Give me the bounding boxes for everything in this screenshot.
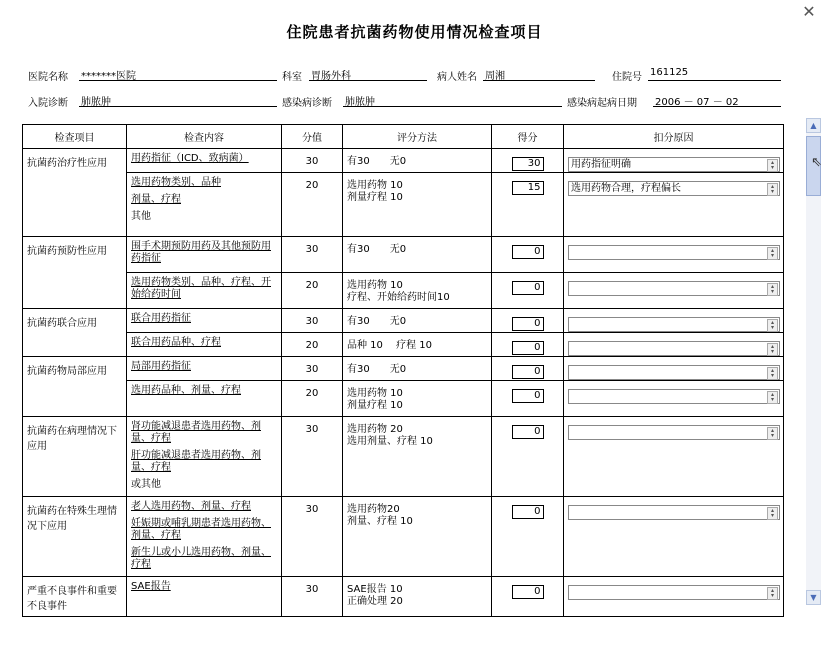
check-content-link[interactable]: 肝功能减退患者选用药物、剂量、疗程 xyxy=(131,450,261,473)
scoring-method-text: 有30 无0 xyxy=(347,364,407,375)
points-cell: 30 xyxy=(282,237,343,273)
check-content-cell xyxy=(127,417,282,497)
scoring-method-cell xyxy=(343,309,492,333)
infect-diag-label: 感染病诊断 xyxy=(282,98,332,109)
deduction-reason-input[interactable] xyxy=(568,245,780,260)
scoring-method-cell xyxy=(343,273,492,309)
table-row xyxy=(23,497,784,577)
table-row xyxy=(23,309,784,333)
score-cell xyxy=(492,333,564,357)
deduction-reason-cell xyxy=(564,333,784,357)
points-cell: 30 xyxy=(282,149,343,173)
scoring-method-cell xyxy=(343,381,492,417)
check-table xyxy=(22,124,784,617)
check-content-link[interactable]: 妊娠期或哺乳期患者选用药物、剂量、疗程 xyxy=(131,518,271,541)
deduction-reason-cell xyxy=(564,173,784,237)
deduction-reason-cell xyxy=(564,577,784,617)
check-content-cell xyxy=(127,333,282,357)
spinner-arrows-icon[interactable]: ▴ ▾ xyxy=(767,391,778,404)
mouse-cursor-icon: ⇖ xyxy=(811,155,822,170)
table-row xyxy=(23,357,784,381)
check-item-cell: 抗菌药在特殊生理情况下应用 xyxy=(23,497,127,577)
check-item-cell: 抗菌药物局部应用 xyxy=(23,357,127,417)
points-cell: 30 xyxy=(282,417,343,497)
check-content-cell xyxy=(127,381,282,417)
check-content-cell xyxy=(127,497,282,577)
points-cell: 20 xyxy=(282,333,343,357)
table-row xyxy=(23,173,784,237)
deduction-reason-input[interactable] xyxy=(568,365,780,380)
check-content-link[interactable]: 联合用药指征 xyxy=(131,313,191,324)
check-item-cell: 严重不良事件和重要不良事件 xyxy=(23,577,127,617)
score-input[interactable]: 15 xyxy=(512,181,544,195)
score-cell xyxy=(492,381,564,417)
spinner-arrows-icon[interactable]: ▴ ▾ xyxy=(767,319,778,332)
check-content-link[interactable]: 围手术期预防用药及其他预防用药指征 xyxy=(131,241,271,264)
check-content-link[interactable]: 老人选用药物、剂量、疗程 xyxy=(131,501,251,512)
score-input[interactable]: 0 xyxy=(512,317,544,331)
header-cell: 得分 xyxy=(492,125,564,149)
deduction-reason-text: 选用药物合理，疗程偏长 xyxy=(571,183,681,194)
deduction-reason-input[interactable] xyxy=(568,585,780,600)
points-cell: 20 xyxy=(282,381,343,417)
deduction-reason-text xyxy=(569,391,571,402)
table-row xyxy=(23,237,784,273)
deduction-reason-cell xyxy=(564,309,784,333)
deduction-reason-text xyxy=(569,283,571,294)
scoring-method-cell xyxy=(343,417,492,497)
deduction-reason-text xyxy=(569,367,571,378)
deduction-reason-text xyxy=(569,319,571,330)
score-input[interactable]: 0 xyxy=(512,281,544,295)
score-cell xyxy=(492,577,564,617)
scoring-method-text: 有30 无0 xyxy=(347,156,407,167)
onset-date-label: 感染病起病日期 xyxy=(567,98,637,109)
spinner-arrows-icon[interactable]: ▴ ▾ xyxy=(767,159,778,172)
check-item-cell: 抗菌药治疗性应用 xyxy=(23,149,127,237)
inpatient-no-label: 住院号 xyxy=(612,72,642,83)
scoring-method-text: 品种 10 疗程 10 xyxy=(347,340,432,351)
deduction-reason-text: 用药指征明确 xyxy=(571,159,631,170)
check-item-cell: 抗菌药在病理情况下应用 xyxy=(23,417,127,497)
spinner-arrows-icon[interactable]: ▴ ▾ xyxy=(767,367,778,380)
check-content-cell xyxy=(127,273,282,309)
scoring-method-cell xyxy=(343,173,492,237)
header-cell: 检查项目 xyxy=(23,125,127,149)
admit-diag-field[interactable]: 肺脓肿 xyxy=(79,93,277,107)
infect-diag-field[interactable]: 肺脓肿 xyxy=(343,93,562,107)
points-cell: 30 xyxy=(282,577,343,617)
dept-label: 科室 xyxy=(282,72,302,83)
deduction-reason-input[interactable] xyxy=(568,505,780,520)
hospital-label: 医院名称 xyxy=(28,72,68,83)
deduction-reason-text xyxy=(569,587,571,598)
scroll-up-icon[interactable]: ▲ xyxy=(806,118,821,133)
patient-field[interactable]: 周湘 xyxy=(483,67,595,81)
check-content-cell xyxy=(127,149,282,173)
scoring-method-text: 选用药物 20 选用剂量、疗程 10 xyxy=(347,424,433,447)
header-cell: 分值 xyxy=(282,125,343,149)
deduction-reason-text xyxy=(569,507,571,518)
score-cell xyxy=(492,309,564,333)
deduction-reason-cell xyxy=(564,357,784,381)
score-input[interactable]: 0 xyxy=(512,505,544,519)
score-cell xyxy=(492,497,564,577)
scoring-method-text: 有30 无0 xyxy=(347,244,407,255)
check-content-cell xyxy=(127,357,282,381)
deduction-reason-input[interactable] xyxy=(568,157,780,172)
check-content-link[interactable]: 剂量、疗程 xyxy=(131,194,181,205)
check-content-link[interactable]: 联合用药品种、疗程 xyxy=(131,337,221,348)
scoring-method-text: SAE报告 10 正确处理 20 xyxy=(347,584,403,607)
scoring-method-text: 选用药物 10 剂量疗程 10 xyxy=(347,388,403,411)
scoring-method-text: 有30 无0 xyxy=(347,316,407,327)
scroll-down-icon[interactable]: ▼ xyxy=(806,590,821,605)
scoring-method-cell xyxy=(343,497,492,577)
score-cell xyxy=(492,357,564,381)
spinner-arrows-icon[interactable]: ▴ ▾ xyxy=(767,507,778,520)
deduction-reason-input[interactable] xyxy=(568,317,780,332)
score-input[interactable]: 0 xyxy=(512,425,544,439)
page-title: 住院患者抗菌药物使用情况检查项目 xyxy=(286,23,543,41)
deduction-reason-cell xyxy=(564,497,784,577)
check-content-cell xyxy=(127,309,282,333)
check-item-cell: 抗菌药预防性应用 xyxy=(23,237,127,309)
table-row xyxy=(23,273,784,309)
deduction-reason-text xyxy=(569,427,571,438)
deduction-reason-text xyxy=(569,343,571,354)
score-input[interactable]: 0 xyxy=(512,585,544,599)
hospital-field[interactable]: *******医院 xyxy=(79,67,277,81)
table-row xyxy=(23,417,784,497)
table-header-row xyxy=(23,125,784,149)
table-row xyxy=(23,149,784,173)
dept-field[interactable]: 胃肠外科 xyxy=(309,67,427,81)
score-cell xyxy=(492,149,564,173)
points-cell: 20 xyxy=(282,173,343,237)
inpatient-no-field[interactable]: 161125 xyxy=(648,67,781,81)
close-icon[interactable]: ✕ xyxy=(802,2,816,21)
deduction-reason-input[interactable] xyxy=(568,341,780,356)
deduction-reason-cell xyxy=(564,417,784,497)
check-item-cell: 抗菌药联合应用 xyxy=(23,309,127,357)
header-cell: 评分方法 xyxy=(343,125,492,149)
points-cell: 30 xyxy=(282,497,343,577)
scoring-method-text: 选用药物20 剂量、疗程 10 xyxy=(347,504,413,527)
header-cell: 扣分原因 xyxy=(564,125,784,149)
deduction-reason-input[interactable] xyxy=(568,281,780,296)
check-content-cell xyxy=(127,577,282,617)
table-row xyxy=(23,333,784,357)
scoring-method-cell xyxy=(343,577,492,617)
deduction-reason-cell xyxy=(564,273,784,309)
check-table-viewport xyxy=(22,124,805,624)
check-content-cell xyxy=(127,237,282,273)
score-cell xyxy=(492,417,564,497)
deduction-reason-input[interactable] xyxy=(568,389,780,404)
admit-diag-label: 入院诊断 xyxy=(28,98,68,109)
check-content-link[interactable]: SAE报告 xyxy=(131,581,171,592)
patient-label: 病人姓名 xyxy=(437,72,477,83)
points-cell: 20 xyxy=(282,273,343,309)
check-content-link[interactable]: 选用药品种、剂量、疗程 xyxy=(131,385,241,396)
check-content-cell xyxy=(127,173,282,237)
table-row xyxy=(23,577,784,617)
scoring-method-cell xyxy=(343,357,492,381)
score-cell xyxy=(492,273,564,309)
scoring-method-cell xyxy=(343,149,492,173)
spinner-arrows-icon[interactable]: ▴ ▾ xyxy=(767,283,778,296)
scoring-method-cell xyxy=(343,333,492,357)
deduction-reason-input[interactable] xyxy=(568,181,780,196)
vertical-scrollbar[interactable] xyxy=(806,118,821,605)
score-cell xyxy=(492,173,564,237)
spinner-arrows-icon[interactable]: ▴ ▾ xyxy=(767,183,778,196)
score-cell xyxy=(492,237,564,273)
check-content-text: 或其他 xyxy=(131,479,161,490)
deduction-reason-cell xyxy=(564,381,784,417)
score-input[interactable]: 0 xyxy=(512,389,544,403)
check-content-link[interactable]: 新生儿或小儿选用药物、剂量、疗程 xyxy=(131,547,271,570)
check-content-link[interactable]: 选用药物类别、品种、疗程、开始给药时间 xyxy=(131,277,271,300)
score-input[interactable]: 0 xyxy=(512,341,544,355)
scoring-method-text: 选用药物 10 剂量疗程 10 xyxy=(347,180,403,203)
table-body xyxy=(23,149,784,617)
deduction-reason-cell xyxy=(564,237,784,273)
check-content-link[interactable]: 局部用药指征 xyxy=(131,361,191,372)
check-content-link[interactable]: 肾功能减退患者选用药物、剂量、疗程 xyxy=(131,421,261,444)
deduction-reason-input[interactable] xyxy=(568,425,780,440)
check-content-link[interactable]: 选用药物类别、品种 xyxy=(131,177,221,188)
spinner-arrows-icon[interactable]: ▴ ▾ xyxy=(767,587,778,600)
spinner-arrows-icon[interactable]: ▴ ▾ xyxy=(767,247,778,260)
score-input[interactable]: 0 xyxy=(512,365,544,379)
score-input[interactable]: 30 xyxy=(512,157,544,171)
header-cell: 检查内容 xyxy=(127,125,282,149)
check-content-text: 其他 xyxy=(131,211,151,222)
scoring-method-text: 选用药物 10 疗程、开始给药时间10 xyxy=(347,280,450,303)
check-content-link[interactable]: 用药指征（ICD、致病菌） xyxy=(131,153,249,164)
points-cell: 30 xyxy=(282,357,343,381)
score-input[interactable]: 0 xyxy=(512,245,544,259)
deduction-reason-cell xyxy=(564,149,784,173)
spinner-arrows-icon[interactable]: ▴ ▾ xyxy=(767,343,778,356)
points-cell: 30 xyxy=(282,309,343,333)
deduction-reason-text xyxy=(569,247,571,258)
scoring-method-cell xyxy=(343,237,492,273)
spinner-arrows-icon[interactable]: ▴ ▾ xyxy=(767,427,778,440)
info-section xyxy=(0,0,829,110)
table-row xyxy=(23,381,784,417)
onset-date-field[interactable]: 2006 － 07 － 02 xyxy=(653,93,781,107)
